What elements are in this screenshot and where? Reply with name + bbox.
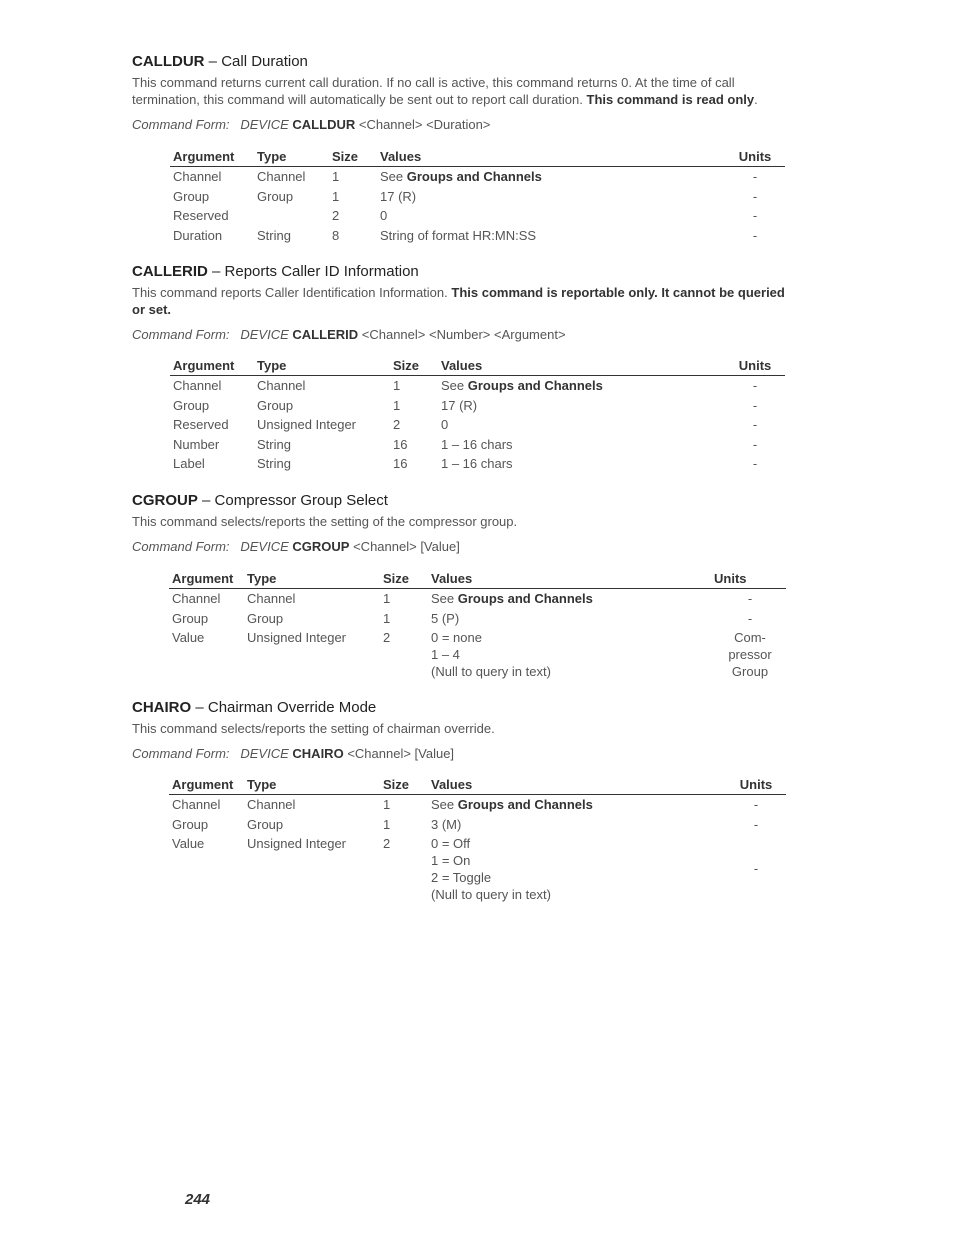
command-name: CHAIRO bbox=[132, 699, 192, 716]
description-text: This command reports Caller Identification Information. bbox=[132, 285, 448, 300]
cell-argument: Number bbox=[173, 436, 220, 452]
values-line: 0 = none bbox=[431, 630, 482, 646]
command-form bbox=[132, 745, 792, 762]
cell-values: 3 (M) bbox=[431, 816, 462, 832]
command-form-args: <Channel> <Duration> bbox=[358, 117, 491, 132]
cell-size: 1 bbox=[383, 797, 391, 812]
cell-values bbox=[431, 795, 726, 815]
values-prefix: See bbox=[441, 378, 465, 393]
cell-values: 1 – 16 chars bbox=[441, 436, 513, 452]
command-form-label: Command Form: bbox=[132, 746, 230, 761]
column-header-size: Size bbox=[332, 148, 380, 167]
column-header-type: Type bbox=[247, 570, 383, 589]
cell-values bbox=[431, 628, 714, 680]
cell-size: 8 bbox=[332, 227, 340, 243]
section-calldur bbox=[132, 53, 792, 133]
command-form-device: DEVICE bbox=[240, 117, 289, 132]
section-description bbox=[132, 284, 792, 318]
cell-argument: Group bbox=[173, 397, 210, 413]
column-header-units: Units bbox=[725, 357, 785, 376]
cell-values bbox=[431, 589, 714, 609]
cell-size: 2 bbox=[393, 417, 401, 433]
command-title: Chairman Override Mode bbox=[207, 699, 377, 716]
section-description bbox=[132, 513, 792, 530]
values-prefix: See bbox=[431, 591, 455, 606]
cell-size: 1 bbox=[332, 169, 340, 184]
units-line: Com- bbox=[734, 630, 766, 646]
table-row bbox=[169, 628, 786, 680]
column-header-values: Values bbox=[441, 357, 725, 376]
cell-argument: Group bbox=[172, 816, 209, 832]
cell-size: 1 bbox=[383, 816, 391, 832]
cell-size: 1 bbox=[332, 188, 340, 204]
table-header-row bbox=[169, 776, 786, 795]
command-title: Reports Caller ID Information bbox=[224, 263, 419, 280]
cell-argument: Channel bbox=[173, 169, 222, 184]
command-name: CGROUP bbox=[132, 492, 198, 509]
table-row bbox=[170, 415, 785, 435]
command-form-args: <Channel> [Value] bbox=[347, 746, 455, 761]
column-header-size: Size bbox=[383, 570, 431, 589]
column-header-argument: Argument bbox=[169, 570, 247, 589]
cell-type: Channel bbox=[247, 797, 296, 812]
cell-units: - bbox=[752, 227, 758, 243]
cell-type: Group bbox=[247, 610, 284, 626]
values-prefix: See bbox=[380, 169, 404, 184]
cell-units: - bbox=[752, 417, 758, 433]
section-callerid bbox=[132, 263, 792, 343]
cell-argument: Channel bbox=[173, 378, 222, 393]
cell-size: 1 bbox=[393, 397, 401, 413]
page-number: 244 bbox=[185, 1191, 211, 1208]
column-header-units: Units bbox=[726, 776, 786, 795]
column-header-argument: Argument bbox=[170, 148, 257, 167]
table-row bbox=[170, 167, 785, 187]
cell-units: - bbox=[752, 436, 758, 452]
cell-size: 1 bbox=[383, 591, 391, 606]
cell-size: 16 bbox=[393, 456, 408, 472]
cell-size: 1 bbox=[393, 378, 401, 393]
cell-values: 17 (R) bbox=[380, 188, 417, 204]
cell-values: 17 (R) bbox=[441, 397, 478, 413]
table-row bbox=[169, 589, 786, 609]
cell-type: Group bbox=[247, 816, 284, 832]
cell-argument: Label bbox=[173, 456, 205, 472]
units-line: pressor bbox=[728, 647, 772, 663]
command-form-command: CHAIRO bbox=[292, 746, 344, 761]
section-heading: CALLDUR – Call Duration bbox=[132, 53, 308, 70]
cell-units: - bbox=[752, 188, 758, 204]
section-heading: CGROUP – Compressor Group Select bbox=[132, 492, 388, 509]
cell-units bbox=[714, 628, 786, 680]
command-form-args: <Channel> <Number> <Argument> bbox=[361, 327, 566, 342]
argument-table-calldur bbox=[170, 148, 785, 245]
table-row bbox=[169, 609, 786, 629]
table-row bbox=[169, 815, 786, 835]
command-form-device: DEVICE bbox=[240, 327, 289, 342]
table-row bbox=[169, 795, 786, 815]
section-description bbox=[132, 720, 792, 737]
cell-values: 0 bbox=[441, 417, 449, 433]
cell-argument: Group bbox=[172, 610, 209, 626]
cell-argument: Channel bbox=[172, 591, 221, 606]
cell-type bbox=[257, 206, 332, 226]
column-header-type: Type bbox=[257, 357, 393, 376]
section-heading: CALLERID – Reports Caller ID Information bbox=[132, 263, 419, 280]
column-header-size: Size bbox=[383, 776, 431, 795]
cell-values: 1 – 16 chars bbox=[441, 456, 513, 472]
values-prefix: See bbox=[431, 797, 455, 812]
cell-units: - bbox=[747, 591, 753, 606]
command-form-args: <Channel> [Value] bbox=[353, 539, 460, 554]
column-header-argument: Argument bbox=[169, 776, 247, 795]
command-form-label: Command Form: bbox=[132, 539, 230, 554]
command-form-command: CALLERID bbox=[292, 327, 359, 342]
column-header-units: Units bbox=[714, 570, 786, 589]
cell-size: 16 bbox=[393, 436, 408, 452]
table-header-row bbox=[169, 570, 786, 589]
cell-values bbox=[380, 167, 725, 187]
argument-table-callerid bbox=[170, 357, 785, 474]
values-line: 0 = Off bbox=[431, 836, 471, 852]
cell-argument: Value bbox=[172, 836, 205, 852]
table-row bbox=[170, 187, 785, 207]
cell-size: 2 bbox=[332, 208, 340, 224]
table-row bbox=[170, 376, 785, 396]
values-reference: Groups and Channels bbox=[406, 169, 542, 184]
command-title: Call Duration bbox=[221, 53, 308, 70]
column-header-size: Size bbox=[393, 357, 441, 376]
cell-values: String of format HR:MN:SS bbox=[380, 227, 537, 243]
command-form bbox=[132, 116, 792, 133]
description-text: This command selects/reports the setting of the compressor group. bbox=[132, 514, 518, 529]
section-description bbox=[132, 74, 792, 108]
cell-values bbox=[431, 834, 726, 903]
description-tail: . bbox=[754, 92, 758, 107]
cell-type: Group bbox=[257, 188, 294, 204]
section-chairo bbox=[132, 699, 792, 762]
values-line: (Null to query in text) bbox=[431, 664, 551, 680]
cell-units: - bbox=[752, 208, 758, 224]
values-line: 2 = Toggle bbox=[431, 870, 492, 886]
cell-units: - bbox=[753, 816, 759, 832]
cell-size: 1 bbox=[383, 610, 391, 626]
table-row bbox=[170, 396, 785, 416]
description-emphasis: This command is reportable only. It cannot be queried or set. bbox=[132, 285, 785, 317]
values-line: 1 = On bbox=[431, 853, 471, 869]
cell-argument: Reserved bbox=[173, 208, 229, 224]
cell-type: Unsigned Integer bbox=[247, 836, 347, 852]
section-cgroup bbox=[132, 492, 792, 555]
cell-argument: Group bbox=[173, 188, 210, 204]
cell-type: Unsigned Integer bbox=[247, 630, 347, 646]
column-header-type: Type bbox=[247, 776, 383, 795]
command-form-device: DEVICE bbox=[240, 746, 289, 761]
cell-type: Unsigned Integer bbox=[257, 417, 357, 433]
command-form-command: CGROUP bbox=[292, 539, 350, 554]
cell-type: String bbox=[257, 227, 291, 243]
argument-table-cgroup bbox=[169, 570, 786, 680]
cell-values: 0 bbox=[380, 208, 388, 224]
cell-type: Channel bbox=[257, 378, 306, 393]
cell-type: String bbox=[257, 456, 291, 472]
description-text: This command returns current call duration. If no call is active, this command returns 0. At the time of call termination, this command will automatically be sent out to report call duration. bbox=[132, 75, 735, 107]
cell-units: - bbox=[752, 378, 758, 393]
command-form bbox=[132, 538, 792, 555]
cell-size: 2 bbox=[383, 630, 391, 646]
cell-argument: Value bbox=[172, 630, 205, 646]
column-header-units: Units bbox=[725, 148, 785, 167]
cell-argument: Reserved bbox=[173, 417, 229, 433]
column-header-values: Values bbox=[431, 776, 726, 795]
table-row bbox=[170, 226, 785, 246]
table-row bbox=[170, 454, 785, 474]
column-header-values: Values bbox=[380, 148, 725, 167]
values-line: 1 – 4 bbox=[431, 647, 460, 663]
cell-units: - bbox=[753, 797, 759, 812]
cell-units: - bbox=[752, 169, 758, 184]
cell-type: Group bbox=[257, 397, 294, 413]
values-line: (Null to query in text) bbox=[431, 887, 551, 903]
table-header-row bbox=[170, 148, 785, 167]
column-header-type: Type bbox=[257, 148, 332, 167]
table-header-row bbox=[170, 357, 785, 376]
cell-size: 2 bbox=[383, 836, 391, 852]
values-reference: Groups and Channels bbox=[457, 797, 593, 812]
command-name: CALLERID bbox=[132, 263, 208, 280]
cell-units: - bbox=[752, 456, 758, 472]
command-form-label: Command Form: bbox=[132, 327, 230, 342]
column-header-argument: Argument bbox=[170, 357, 257, 376]
cell-type: String bbox=[257, 436, 291, 452]
cell-argument: Channel bbox=[172, 797, 221, 812]
command-form-device: DEVICE bbox=[240, 539, 289, 554]
description-text: This command selects/reports the setting of chairman override. bbox=[132, 721, 495, 736]
cell-type: Channel bbox=[257, 169, 306, 184]
command-form-label: Command Form: bbox=[132, 117, 230, 132]
command-title: Compressor Group Select bbox=[214, 492, 388, 509]
table-row bbox=[170, 435, 785, 455]
section-heading: CHAIRO – Chairman Override Mode bbox=[132, 699, 377, 716]
table-row bbox=[169, 834, 786, 903]
description-emphasis: This command is read only bbox=[586, 92, 755, 107]
cell-units: - bbox=[747, 610, 753, 626]
table-row bbox=[170, 206, 785, 226]
command-name: CALLDUR bbox=[132, 53, 205, 70]
cell-units: - bbox=[752, 397, 758, 413]
cell-values: 5 (P) bbox=[431, 610, 460, 626]
column-header-values: Values bbox=[431, 570, 714, 589]
cell-units: - bbox=[753, 860, 759, 876]
command-form-command: CALLDUR bbox=[292, 117, 356, 132]
cell-type: Channel bbox=[247, 591, 296, 606]
values-reference: Groups and Channels bbox=[457, 591, 593, 606]
values-reference: Groups and Channels bbox=[467, 378, 603, 393]
argument-table-chairo bbox=[169, 776, 786, 903]
cell-values bbox=[441, 376, 725, 396]
cell-argument: Duration bbox=[173, 227, 223, 243]
units-line: Group bbox=[731, 664, 769, 680]
command-form bbox=[132, 326, 792, 343]
